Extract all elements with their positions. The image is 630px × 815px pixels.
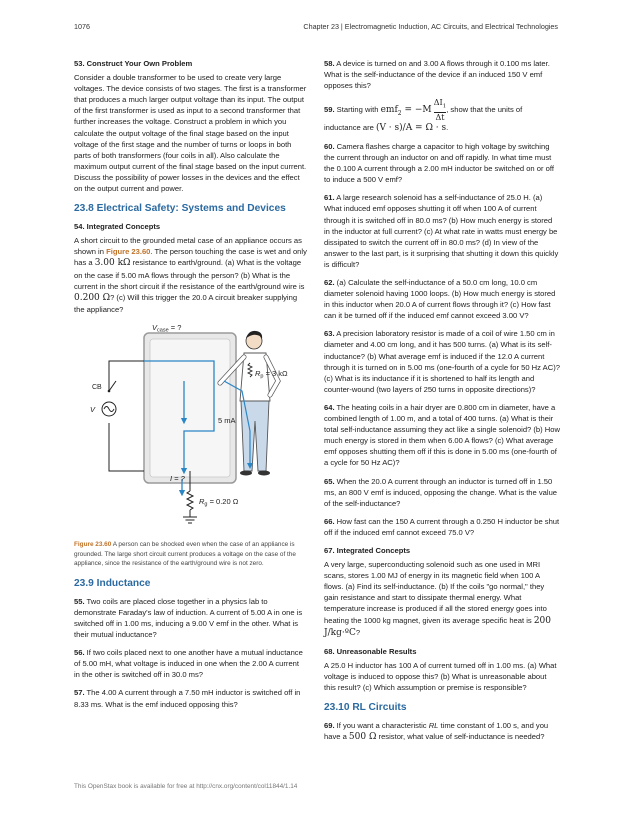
v-case-label: $V_{case}$ = ? [152, 322, 182, 334]
problem-56: 56. If two coils placed next to one another have a mutual inductance of 5.00 mH, what voltage is induced in one when the 2.00 A current in the other is switched off in 30.0 ms? [74, 648, 303, 680]
ground-resistor-symbol [183, 491, 197, 523]
problem-59: 59. Starting with emf$_2$ = −M $\frac{\Delta I_1}{\Delta t}$ , show that the units of inductance are (V · s)/A = Ω · s. [324, 98, 523, 133]
inductance-units: (V · s)/A = Ω · s [375, 122, 447, 133]
cb-label: CB [92, 383, 102, 391]
left-column [74, 58, 307, 717]
right-column [324, 58, 560, 750]
problem-67-text: A very large, superconducting solenoid such as one used in MRI scans, stores 1.00 MJ of energy in its magnetic field when 100 A flows. (a) Find its self-inductance. (b) If the coils "go normal," they gain resistance and start to dissipate thermal energy. What temperature increase is produced if all the stored energy goes into heating the 1000 kg magnet, given its average specific heat is 200 J/kg·ºC? [324, 560, 551, 638]
problem-57: 57. The 4.00 A current through a 7.50 mH inductor is switched off in 8.33 ms. What is the emf induced opposing this? [74, 688, 301, 709]
problem-53-text: Consider a double transformer to be used to create very large voltages. The device consists of two stages. The first is a transformer that produces a much larger output voltage than its input. The output of the first transformer is used as input to a second transformer that further increases the voltage. Construct a problem in which you calculate the output voltage of the final stage based on the input voltage of the first stage and the number of turns or loops in both parts of both transformers (four coils in all). Also calculate the maximum output current of the final stage based on the input current. Discuss the possibility of power losses in the devices and the effect on the output current and power. [74, 73, 307, 194]
problem-66: 66. How fast can the 150 A current through a 0.250 H inductor be shut off if the induced emf cannot exceed 75.0 V? [324, 516, 560, 537]
problem-69: 69. If you want a characteristic RL time constant of 1.00 s, and you have a 500 Ω resistor, what value of self-inductance is needed? [324, 721, 549, 743]
ac-source-symbol [102, 402, 116, 416]
figure-23-60-link[interactable]: Figure 23.60 [106, 247, 151, 257]
figure-23-60-diagram [74, 321, 307, 531]
emf-equation: emf$_2$ = −M [380, 105, 432, 117]
v-label: V [90, 404, 96, 414]
problem-64: 64. The heating coils in a hair dryer are 0.800 cm in diameter, have a combined length of 1.00 m, and a total of 400 turns. (a) What is their total self-inductance assuming they act like a single solenoid? (b) How much energy is stored in them when 6.00 A flows? (c) What average emf opposes shutting them off if this is done in 5.00 ms (one-fourth of a cycle for 50 Hz AC)? [324, 402, 560, 468]
chapter-header: Chapter 23 | Electromagnetic Induction, AC Circuits, and Electrical Technologies [303, 22, 558, 31]
problem-67-title: 67. Integrated Concepts [324, 545, 411, 555]
problem-68-title: 68. Unreasonable Results [324, 646, 417, 656]
problem-61: 61. A large research solenoid has a self-inductance of 25.0 H. (a) What induced emf opposes shutting it off when 100 A of current through it is switched off in 80.0 ms? (b) How much energy is stored in the inductor at full current? (c) At what rate in watts must energy be dissipated to switch the current off in 80.0 ms? (d) In view of the answer to the last part, is it surprising that shutting it down this quickly is difficult? [324, 193, 559, 269]
problem-68-text: A 25.0 H inductor has 100 A of current turned off in 1.00 ms. (a) What voltage is induced to oppose this? (b) What is unreasonable about this result? (c) Which assumption or premise is responsible? [324, 660, 557, 692]
problem-53-title: 53. Construct Your Own Problem [74, 59, 193, 68]
problem-58: 58. A device is turned on and 3.00 A flows through it 0.100 ms later. What is the self-inductance of the device if an induced 150 V emf opposes this? [324, 59, 550, 91]
problem-65: 65. When the 20.0 A current through an inductor is turned off in 1.50 ms, an 800 V emf is induced, opposing the change. What is the value of the self-inductance? [324, 476, 558, 508]
rp-label: $R_p = 3$ kΩ [255, 368, 288, 380]
problem-54-text: A short circuit to the grounded metal case of an appliance occurs as shown in Figure 23.60. The person touching the case is wet and only has a 3.00 kΩ resistance to earth/ground. (a) What is the voltage on the case if 5.00 mA flows through the person? (b) What is the current in the short circuit if the resistance of the earth/ground wire is 0.200 Ω? (c) Will this trigger the 20.0 A circuit breaker supplying the appliance? [74, 236, 307, 314]
section-23-8-heading: 23.8 Electrical Safety: Systems and Devices [74, 203, 286, 215]
rg-label: $R_g = 0.20$ Ω [199, 496, 239, 508]
figure-caption: Figure 23.60 A person can be shocked even when the case of an appliance is grounded. The large short circuit current produces a voltage on the case of the appliance, since the resistance of the earth/ground wire is not zero. [74, 540, 296, 568]
problem-54-title: 54. Integrated Concepts [74, 222, 161, 232]
short-current-label: I = ? [170, 473, 185, 483]
person-current-label: 5 mA [218, 415, 236, 425]
page-number: 1076 [74, 22, 90, 31]
problem-62: 62. (a) Calculate the self-inductance of a 50.0 cm long, 10.0 cm diameter solenoid having 1000 loops. (b) How much energy is stored in this inductor when 20.0 A of current flows through it? (c) How fast can it be turned off if the induced emf cannot exceed 3.00 V? [324, 278, 556, 321]
problem-60: 60. Camera flashes charge a capacitor to high voltage by switching the current through an inductor on and off rapidly. In what time must the 0.100 A current through a 2.00 mH inductor be switched on or off to induce a 500 V emf? [324, 141, 554, 185]
section-23-9-heading: 23.9 Inductance [74, 577, 151, 589]
delta-fraction: $\frac{\Delta I_1}{\Delta t}$ [433, 98, 447, 122]
section-23-10-heading: 23.10 RL Circuits [324, 702, 407, 714]
problem-63: 63. A precision laboratory resistor is made of a coil of wire 1.50 cm in diameter and 4.00 cm long, and it has 500 turns. (a) What is its self-inductance? (b) What average emf is induced if the 12.0 A current through it is turned on in 5.00 ms (one-fourth of a cycle for 50 Hz AC)? (c) What is its inductance if it is shortened to half its length and counter-wound (two layers of 250 turns in opposite directions)? [324, 329, 560, 394]
problem-55: 55. Two coils are placed close together in a physics lab to demonstrate Faraday's law of induction. A current of 5.00 A in one is switched off in 1.00 ms, inducing a 9.00 V emf in the other. What is their mutual inductance? [74, 596, 303, 640]
page-footer: This OpenStax book is available for free at http://cnx.org/content/col11844/1.14 [74, 783, 298, 790]
